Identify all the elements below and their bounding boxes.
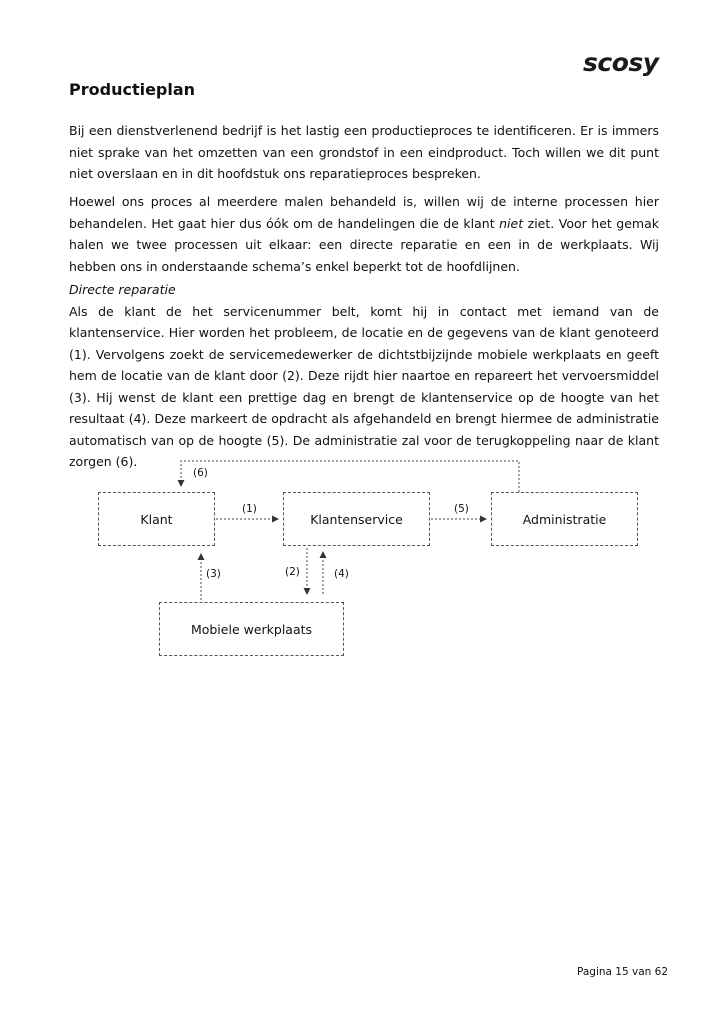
intro-paragraph: Bij een dienstverlenend bedrijf is het lastig een productieproces te identificeren. Er is immers niet sprake van het omzetten van een grondstof in een eindproduct. Toch willen we dit punt niet overslaan en in dit hoofdstuk ons reparatieproces bespreken. bbox=[69, 123, 659, 181]
box-klantenservice: Klantenservice bbox=[283, 492, 430, 546]
section-text: Als de klant de het servicenummer belt, komt hij in contact met iemand van de klantenservice. Hier worden het probleem, de locatie en de gegevens van de klant genoteerd (1). Vervolgens zoekt de servicemedewerker de dichtstbijzijnde mobiele werkplaats en geeft hem de locatie van de klant door (2). Deze rijdt hier naartoe en repareert het vervoersmiddel (3). Hij wenst de klant een prettige dag en brengt de klantenservice op de hoogte van het resultaat (4). Deze markeert de opdracht als afgehandeld en brengt hiermee de administratie automatisch van op de hoogte (5). De administratie zal voor de terugkoppeling naar de klant zorgen (6). bbox=[69, 303, 659, 469]
page-number: Pagina 15 van 62 bbox=[577, 966, 669, 978]
label-6: (6) bbox=[193, 467, 208, 479]
label-4: (4) bbox=[334, 568, 349, 580]
box-mobiele-werkplaats: Mobiele werkplaats bbox=[159, 602, 344, 656]
label-2: (2) bbox=[285, 566, 300, 578]
box-administratie: Administratie bbox=[491, 492, 638, 546]
brand-logo: scosy bbox=[583, 48, 659, 77]
process-text-emphasis: niet bbox=[499, 215, 524, 231]
process-text-after: ziet. Voor het gemak halen we twee processen uit elkaar: een directe reparatie en een in de werkplaats. Wij hebben ons in onderstaande schema’s enkel beperkt tot de hoofdlijnen. bbox=[69, 215, 659, 274]
box-klant: Klant bbox=[98, 492, 215, 546]
page-title: Productieplan bbox=[69, 80, 196, 99]
arrow-6 bbox=[181, 461, 519, 492]
label-3: (3) bbox=[206, 568, 221, 580]
label-5: (5) bbox=[454, 503, 469, 515]
section-heading: Directe reparatie bbox=[69, 282, 176, 297]
label-1: (1) bbox=[242, 503, 257, 515]
process-text-before: Hoewel ons proces al meerdere malen behandeld is, willen wij de interne processen hier behandelen. Het gaat hier dus óók om de handelingen die de klant bbox=[69, 194, 659, 231]
